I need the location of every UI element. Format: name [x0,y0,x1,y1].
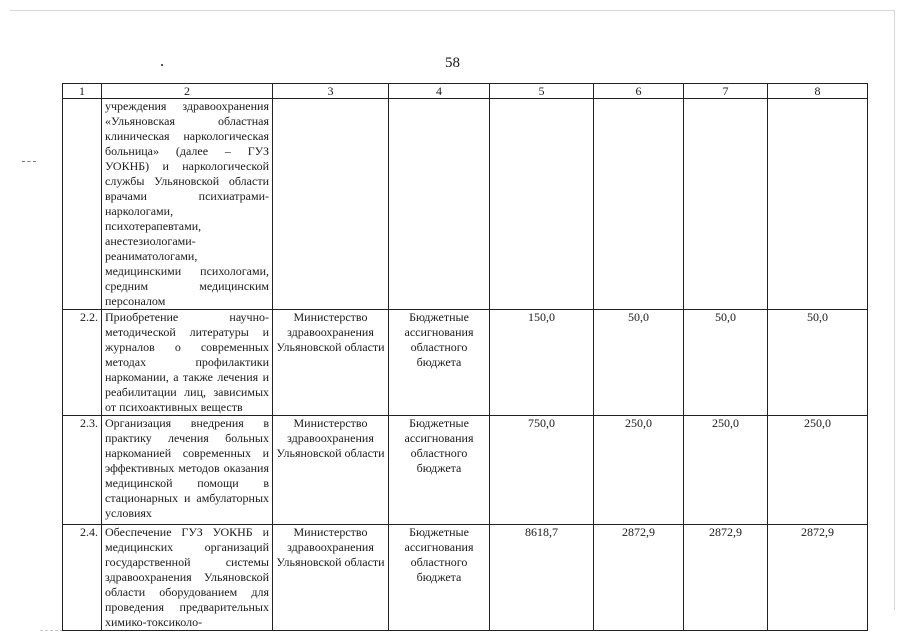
table-row [63,99,868,310]
scan-artifact-dash [22,161,36,162]
page-number: 58 [445,55,460,71]
row-number: 2.2. [63,310,102,416]
executor: Министерство здравоохранения Ульяновской области [273,525,389,631]
year-2-amount: 50,0 [684,310,768,416]
executor [273,99,389,310]
activity-name: Приобретение научно-методической литературы и журналов о современных методах профилактики наркомании, а также лечения и реабилитации лиц, зависимых от психоактивных веществ [102,310,273,416]
activity-name: Обеспечение ГУЗ УОКНБ и медицинских организаций государственной системы здравоохранения Ульяновской области оборудованием для проведения предварительных химико-токсиколо- [102,525,273,631]
year-3-amount [768,99,868,310]
header-cell: 2 [102,84,273,99]
total-amount [490,99,594,310]
page-frame-top [10,10,895,11]
total-amount: 750,0 [490,416,594,525]
year-1-amount: 50,0 [594,310,684,416]
executor: Министерство здравоохранения Ульяновской области [273,310,389,416]
year-1-amount: 2872,9 [594,525,684,631]
year-3-amount: 2872,9 [768,525,868,631]
header-cell: 5 [490,84,594,99]
header-cell: 8 [768,84,868,99]
funding-source [389,99,490,310]
table-row [63,310,868,416]
header-cell: 1 [63,84,102,99]
year-2-amount: 250,0 [684,416,768,525]
year-3-amount: 50,0 [768,310,868,416]
header-cell: 4 [389,84,490,99]
activity-name: учреждения здравоохранения «Ульяновская областная клиническая наркологическая больница» (далее – ГУЗ УОКНБ) и наркологической службы Ульяновской области врачами психиатрами-наркологами, психотерапевтами, анестезиологами-реаниматологами, медицинскими психологами, средним медицинским персоналом [102,99,273,310]
funding-source: Бюджетные ассигнования областного бюджета [389,525,490,631]
row-number [63,99,102,310]
activity-name: Организация внедрения в практику лечения больных наркоманией современных и эффективных методов оказания медицинской помощи в стационарных и амбулаторных условиях [102,416,273,525]
funding-source: Бюджетные ассигнования областного бюджета [389,310,490,416]
table-header-row [63,84,868,99]
executor: Министерство здравоохранения Ульяновской области [273,416,389,525]
year-1-amount [594,99,684,310]
total-amount: 8618,7 [490,525,594,631]
row-number: 2.4. [63,525,102,631]
header-cell: 3 [273,84,389,99]
year-2-amount [684,99,768,310]
header-cell: 6 [594,84,684,99]
page-frame-right [894,10,895,610]
table-row [63,416,868,525]
row-number: 2.3. [63,416,102,525]
header-cell: 7 [684,84,768,99]
year-3-amount: 250,0 [768,416,868,525]
year-1-amount: 250,0 [594,416,684,525]
year-2-amount: 2872,9 [684,525,768,631]
program-table [62,83,868,631]
total-amount: 150,0 [490,310,594,416]
funding-source: Бюджетные ассигнования областного бюджета [389,416,490,525]
table-row [63,525,868,631]
